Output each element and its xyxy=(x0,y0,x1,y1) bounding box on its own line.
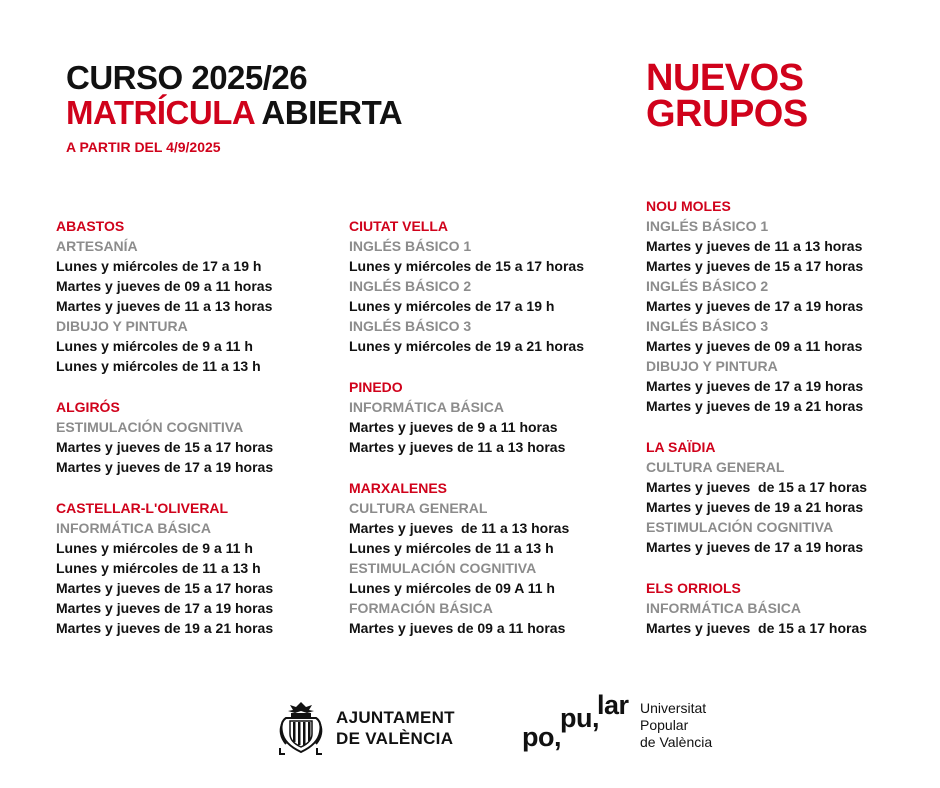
schedule-slot: Martes y jueves de 19 a 21 horas xyxy=(646,499,864,515)
schedule-slot: Martes y jueves de 19 a 21 horas xyxy=(646,398,864,414)
column-2 xyxy=(349,216,584,659)
district-name: ELS ORRIOLS xyxy=(646,580,741,596)
universitat-popular-logo xyxy=(522,690,713,756)
district-block xyxy=(56,498,273,638)
course-name: ESTIMULACIÓN COGNITIVA xyxy=(56,419,244,435)
district-name: CASTELLAR-L'OLIVERAL xyxy=(56,500,229,516)
course-name: INFORMÁTICA BÁSICA xyxy=(646,600,802,616)
column-1 xyxy=(56,216,273,659)
course-name: ESTIMULACIÓN COGNITIVA xyxy=(646,519,834,535)
course-name: INGLÉS BÁSICO 1 xyxy=(349,238,472,254)
ajuntament-name xyxy=(336,707,455,749)
header xyxy=(66,60,402,155)
schedule-slot: Lunes y miércoles de 17 a 19 h xyxy=(56,258,262,274)
course-name: INFORMÁTICA BÁSICA xyxy=(349,399,505,415)
schedule-slot: Martes y jueves de 09 a 11 horas xyxy=(646,338,863,354)
schedule-slot: Lunes y miércoles de 19 a 21 horas xyxy=(349,338,585,354)
course-name: INGLÉS BÁSICO 3 xyxy=(646,318,769,334)
course-year-title: CURSO 2025/26 xyxy=(66,59,308,96)
course-name: INFORMÁTICA BÁSICA xyxy=(56,520,212,536)
district-name: PINEDO xyxy=(349,379,403,395)
course-name: CULTURA GENERAL xyxy=(646,459,785,475)
wordmark-lar: lar xyxy=(597,690,629,720)
wordmark-pu: pu, xyxy=(560,703,599,733)
district-block xyxy=(349,377,584,457)
schedule-slot: Martes y jueves de 19 a 21 horas xyxy=(56,620,274,636)
schedule-slot: Martes y jueves de 9 a 11 horas xyxy=(349,419,558,435)
schedule-slot: Lunes y miércoles de 11 a 13 h xyxy=(56,358,261,374)
schedule-slot: Lunes y miércoles de 09 A 11 h xyxy=(349,580,555,596)
schedule-slot: Martes y jueves de 15 a 17 horas xyxy=(56,580,274,596)
course-name: ARTESANÍA xyxy=(56,238,138,254)
district-block xyxy=(646,437,867,557)
schedule-slot: Martes y jueves de 15 a 17 horas xyxy=(646,479,868,495)
schedule-slot: Martes y jueves de 09 a 11 horas xyxy=(349,620,566,636)
schedule-slot: Martes y jueves de 15 a 17 horas xyxy=(646,258,864,274)
schedule-slot: Lunes y miércoles de 9 a 11 h xyxy=(56,540,253,556)
popular-wordmark xyxy=(522,692,634,756)
course-name: INGLÉS BÁSICO 2 xyxy=(349,278,472,294)
district-block xyxy=(646,578,867,638)
schedule-slot: Lunes y miércoles de 9 a 11 h xyxy=(56,338,253,354)
ajuntament-line2: DE VALÈNCIA xyxy=(336,729,454,748)
valencia-crest-icon xyxy=(276,700,326,756)
schedule-slot: Martes y jueves de 15 a 17 horas xyxy=(646,620,868,636)
start-date-subtitle: A PARTIR DEL 4/9/2025 xyxy=(66,139,221,155)
district-block xyxy=(349,478,584,638)
district-name: NOU MOLES xyxy=(646,198,731,214)
wordmark-po: po, xyxy=(522,722,561,752)
schedule-slot: Martes y jueves de 11 a 13 horas xyxy=(646,238,863,254)
schedule-slot: Lunes y miércoles de 11 a 13 h xyxy=(56,560,261,576)
schedule-slot: Martes y jueves de 17 a 19 horas xyxy=(646,378,864,394)
up-name-line2: Popular xyxy=(640,717,689,733)
district-name: ALGIRÓS xyxy=(56,399,120,415)
ajuntament-line1: AJUNTAMENT xyxy=(336,708,455,727)
schedule-slot: Lunes y miércoles de 17 a 19 h xyxy=(349,298,555,314)
enrollment-title xyxy=(66,95,402,130)
course-name: FORMACIÓN BÁSICA xyxy=(349,600,493,616)
course-name: DIBUJO Y PINTURA xyxy=(646,358,778,374)
schedule-slot: Martes y jueves de 09 a 11 horas xyxy=(56,278,273,294)
schedule-slot: Martes y jueves de 17 a 19 horas xyxy=(646,539,864,555)
universitat-popular-name xyxy=(640,700,712,751)
schedule-slot: Martes y jueves de 11 a 13 horas xyxy=(56,298,273,314)
course-name: INGLÉS BÁSICO 1 xyxy=(646,218,769,234)
enrollment-title-red: MATRÍCULA xyxy=(66,94,254,131)
district-block xyxy=(646,196,867,416)
course-name: ESTIMULACIÓN COGNITIVA xyxy=(349,560,537,576)
enrollment-title-black: ABIERTA xyxy=(253,94,403,131)
schedule-slot: Martes y jueves de 17 a 19 horas xyxy=(56,459,274,475)
schedule-slot: Martes y jueves de 15 a 17 horas xyxy=(56,439,274,455)
district-name: LA SAÏDIA xyxy=(646,439,716,455)
course-name: INGLÉS BÁSICO 2 xyxy=(646,278,769,294)
district-block xyxy=(56,216,273,376)
up-name-line3: de València xyxy=(640,734,713,750)
district-name: CIUTAT VELLA xyxy=(349,218,449,234)
schedule-slot: Martes y jueves de 11 a 13 horas xyxy=(349,439,566,455)
schedule-slot: Lunes y miércoles de 11 a 13 h xyxy=(349,540,554,556)
district-block xyxy=(349,216,584,356)
district-block xyxy=(56,397,273,477)
new-groups-line1: NUEVOS xyxy=(646,57,804,99)
column-3 xyxy=(646,196,867,659)
new-groups-badge xyxy=(646,57,808,135)
schedule-slot: Martes y jueves de 17 a 19 horas xyxy=(646,298,864,314)
course-name: DIBUJO Y PINTURA xyxy=(56,318,188,334)
district-name: MARXALENES xyxy=(349,480,448,496)
schedule-slot: Martes y jueves de 11 a 13 horas xyxy=(349,520,570,536)
schedule-slot: Martes y jueves de 17 a 19 horas xyxy=(56,600,274,616)
up-name-line1: Universitat xyxy=(640,700,707,716)
district-name: ABASTOS xyxy=(56,218,125,234)
schedule-slot: Lunes y miércoles de 15 a 17 horas xyxy=(349,258,585,274)
course-name: INGLÉS BÁSICO 3 xyxy=(349,318,472,334)
ajuntament-logo xyxy=(276,700,455,756)
course-name: CULTURA GENERAL xyxy=(349,500,488,516)
new-groups-line2: GRUPOS xyxy=(646,93,808,135)
